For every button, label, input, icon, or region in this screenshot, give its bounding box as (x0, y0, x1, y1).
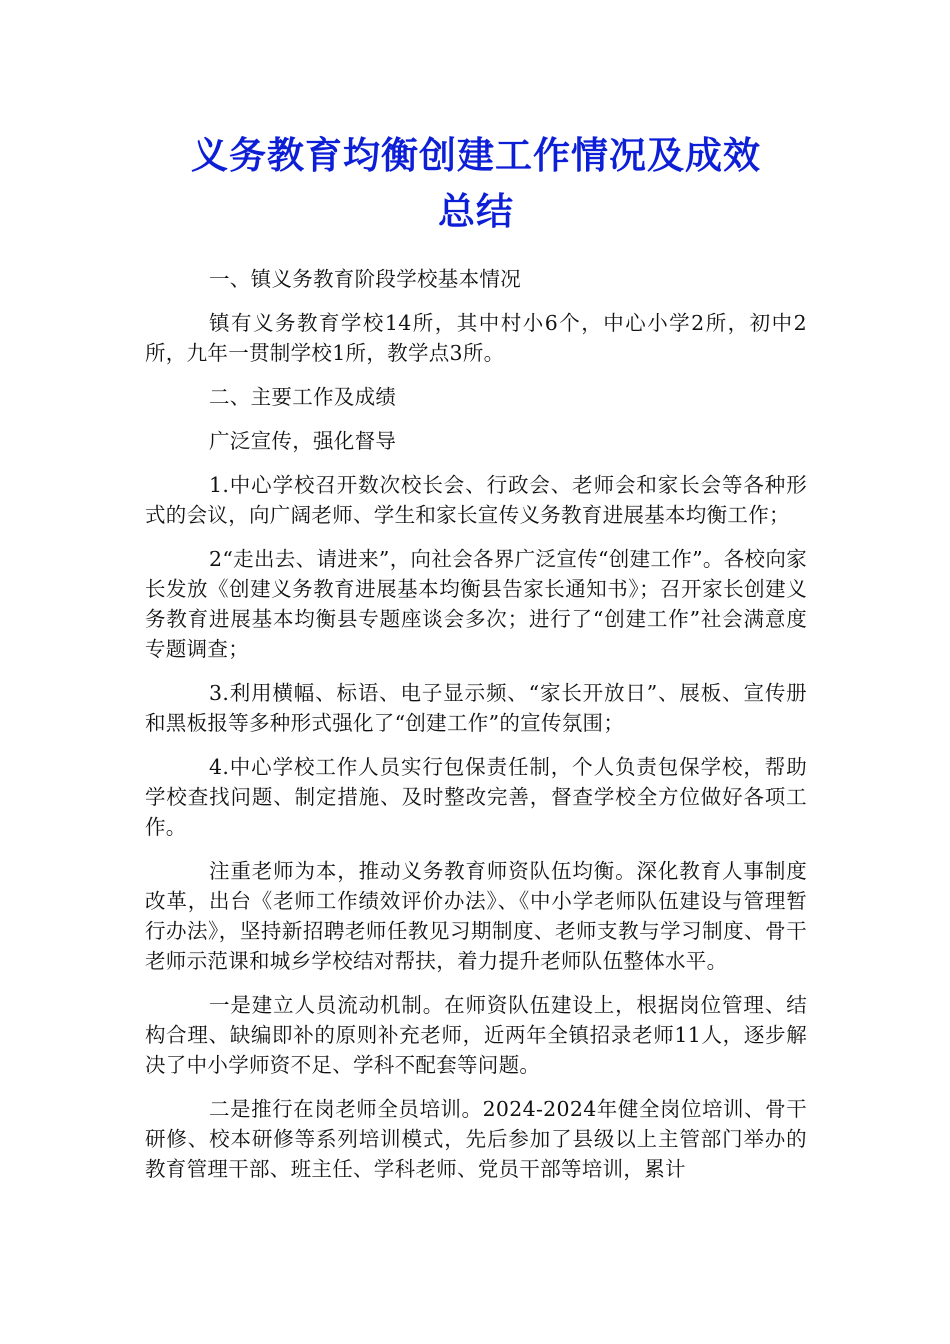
document-title (145, 128, 807, 240)
paragraph-item-1: 1.中心学校召开数次校长会、行政会、老师会和家长会等各种形式的会议，向广阔老师、学生和家长宣传义务教育进展基本均衡工作； (145, 473, 807, 527)
paragraph-school-overview: 镇有义务教育学校14所，其中村小6个，中心小学2所，初中2所，九年一贯制学校1所，教学点3所。 (145, 311, 807, 365)
paragraph-item-3: 3.利用横幅、标语、电子显示频、“家长开放日”、展板、宣传册和黑板报等多种形式强化了“创建工作”的宣传氛围； (145, 681, 807, 735)
paragraph-teacher-focus: 注重老师为本，推动义务教育师资队伍均衡。深化教育人事制度改革，出台《老师工作绩效评价办法》、《中小学老师队伍建设与管理暂行办法》，坚持新招聘老师任教见习期制度、老师支教与学习制度、骨干老师示范课和城乡学校结对帮扶，着力提升老师队伍整体水平。 (145, 859, 807, 973)
subheading-publicity: 广泛宣传，强化督导 (209, 429, 397, 453)
section-heading-2: 二、主要工作及成绩 (209, 385, 397, 409)
paragraph-item-2: 2“走出去、请进来”，向社会各界广泛宣传“创建工作”。各校向家长发放《创建义务教育进展基本均衡县告家长通知书》；召开家长创建义务教育进展基本均衡县专题座谈会多次；进行了“创建工作”社会满意度专题调查； (145, 547, 807, 661)
document-page (145, 128, 807, 1198)
paragraph-item-4: 4.中心学校工作人员实行包保责任制，个人负责包保学校，帮助学校查找问题、制定措施、及时整改完善，督查学校全方位做好各项工作。 (145, 755, 807, 839)
title-line-1: 义务教育均衡创建工作情况及成效 (191, 134, 761, 177)
paragraph-training: 二是推行在岗老师全员培训。2024-2024年健全岗位培训、骨干研修、校本研修等系列培训模式，先后参加了县级以上主管部门举办的教育管理干部、班主任、学科老师、党员干部等培训，累计 (145, 1097, 807, 1181)
title-line-2: 总结 (438, 190, 514, 233)
section-heading-1: 一、镇义务教育阶段学校基本情况 (209, 267, 521, 291)
paragraph-mobility: 一是建立人员流动机制。在师资队伍建设上，根据岗位管理、结构合理、缺编即补的原则补充老师，近两年全镇招录老师11人，逐步解决了中小学师资不足、学科不配套等问题。 (145, 993, 807, 1077)
